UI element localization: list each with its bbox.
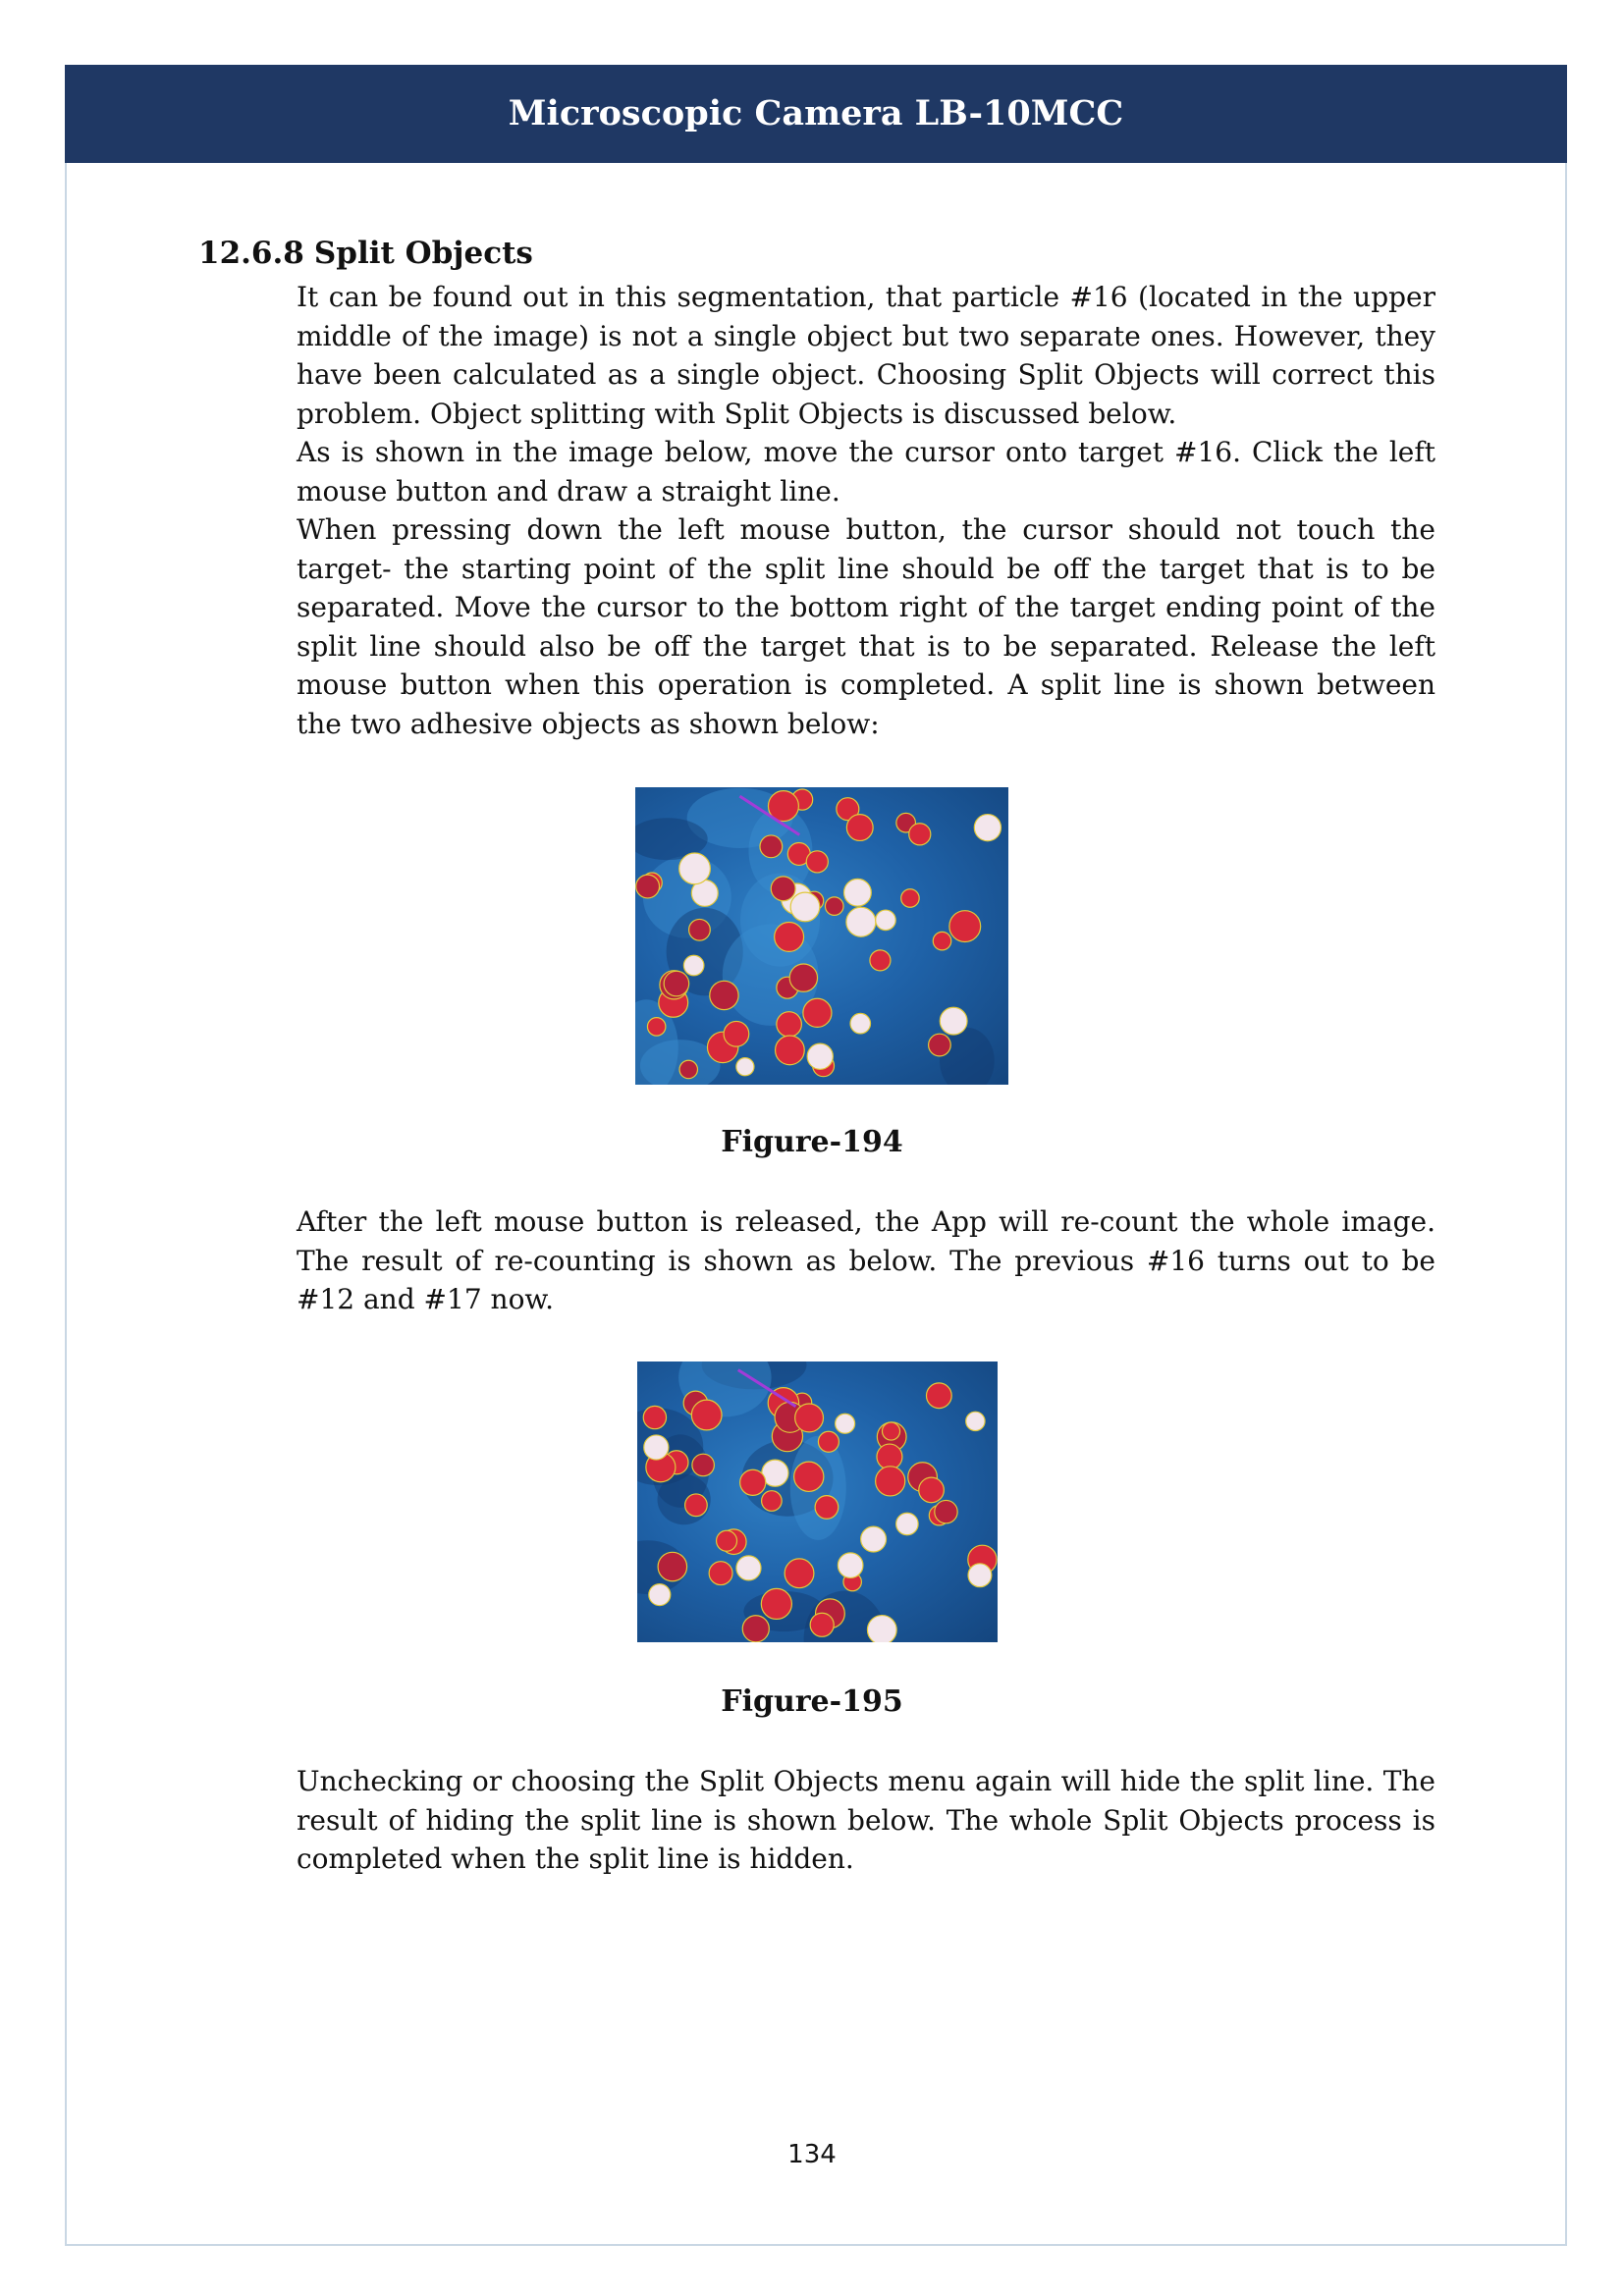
figure-194-cells (635, 787, 1008, 1085)
figure-194-image (635, 787, 1008, 1085)
cell-marker (685, 1494, 708, 1517)
cell-marker (689, 919, 711, 940)
background-blotch (940, 1028, 995, 1085)
cell-marker (909, 824, 931, 845)
figure-195-caption: Figure-195 (721, 1684, 903, 1719)
cell-marker (806, 851, 828, 873)
cell-marker (795, 1404, 824, 1432)
cell-marker (974, 815, 1001, 841)
cell-marker (643, 1406, 666, 1428)
cell-marker (933, 932, 950, 949)
cell-marker (825, 897, 843, 916)
document-header (65, 65, 1567, 163)
cell-marker (919, 1477, 945, 1503)
cell-marker (901, 889, 920, 908)
cell-marker (717, 1530, 737, 1551)
cell-marker (710, 981, 738, 1009)
section-heading (198, 236, 533, 271)
cell-marker (966, 1412, 985, 1430)
figure-194-caption: Figure-194 (721, 1125, 903, 1159)
cell-marker (867, 1616, 896, 1642)
cell-marker (691, 1400, 722, 1430)
cell-marker (664, 971, 689, 996)
cell-marker (815, 1496, 839, 1520)
section-number: 12.6.8 (198, 236, 304, 271)
cell-marker (818, 1431, 839, 1452)
cell-marker (810, 1613, 834, 1636)
cell-marker (926, 1383, 951, 1409)
cell-marker (968, 1564, 992, 1587)
cell-marker (896, 1513, 919, 1535)
cell-marker (658, 1552, 686, 1580)
cell-marker (740, 1469, 766, 1495)
cell-marker (679, 1060, 697, 1078)
figure-195-image (637, 1362, 998, 1642)
cell-marker (846, 907, 876, 936)
cell-marker (771, 877, 795, 901)
paragraph-cursor: As is shown in the image below, move the cursor onto target #16. Click the left mouse button and draw a straight line. (297, 436, 1435, 507)
cell-marker (876, 1467, 905, 1496)
page-number: 134 (787, 2140, 837, 2169)
cell-marker (760, 835, 783, 858)
paragraph-intro: It can be found out in this segmentation, that particle #16 (located in the upper middle of the image) is not a single object but two separate ones. However, they have been calculated as a single object. Choosing Split Objects will correct this problem. Object splitting with Split Objects is discussed below. (297, 281, 1435, 430)
cell-marker (861, 1526, 887, 1552)
paragraph-split-line: When pressing down the left mouse button, the cursor should not touch the target- the starting point of the split line should be off the target that is to be separated. Move the cursor to the bottom right of the target ending point of the split line should also be off the target that is to be separated. Release the left mouse button when this operation is completed. A split line is shown between the two adhesive objects as shown below: (297, 513, 1435, 740)
document-title: Microscopic Camera LB-10MCC (508, 93, 1124, 133)
cell-marker (736, 1058, 754, 1076)
cell-marker (803, 998, 832, 1027)
section-title: Split Objects (313, 236, 533, 271)
cell-marker (776, 1036, 805, 1065)
cell-marker (785, 1559, 814, 1588)
cell-marker (777, 1012, 802, 1038)
cell-marker (649, 1584, 671, 1606)
cell-marker (935, 1500, 957, 1522)
paragraph-recount: After the left mouse button is released, the App will re-count the whole image. The result of re-counting is shown as below. The previous #16 turns out to be #12 and #17 now. (297, 1205, 1435, 1315)
cell-marker (807, 1043, 833, 1069)
cell-marker (736, 1556, 761, 1580)
cell-marker (775, 922, 804, 951)
cell-marker (882, 1422, 899, 1440)
cell-marker (762, 1491, 783, 1512)
cell-marker (789, 964, 817, 991)
cell-marker (844, 879, 872, 906)
cell-marker (929, 1034, 951, 1056)
cell-marker (761, 1588, 791, 1619)
cell-marker (838, 1553, 863, 1578)
paragraph-hide-line: Unchecking or choosing the Split Objects menu again will hide the split line. The result of hiding the split line is shown below. The whole Split Objects process is completed when the split line is hidden. (297, 1765, 1435, 1875)
cell-marker (742, 1616, 769, 1642)
cell-marker (679, 853, 711, 884)
figure-195-cells (637, 1362, 998, 1642)
cell-marker (636, 875, 660, 898)
cell-marker (940, 1007, 967, 1035)
cell-marker (794, 1462, 824, 1491)
cell-marker (876, 910, 896, 931)
cell-marker (850, 1013, 871, 1034)
cell-marker (692, 1454, 714, 1475)
cell-marker (949, 911, 981, 942)
cell-marker (870, 950, 891, 971)
cell-marker (790, 892, 820, 922)
cell-marker (709, 1562, 732, 1585)
cell-marker (836, 1414, 855, 1433)
cell-marker (877, 1444, 902, 1469)
cell-marker (647, 1018, 665, 1036)
cell-marker (846, 815, 873, 841)
cell-marker (724, 1021, 749, 1046)
cell-marker (683, 955, 704, 976)
cell-marker (644, 1435, 669, 1460)
